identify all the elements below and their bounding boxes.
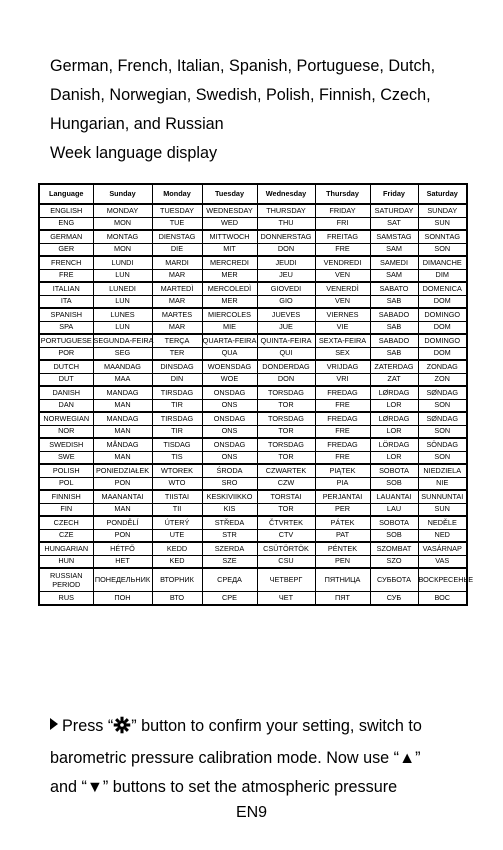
day-cell: DOM <box>418 295 467 308</box>
table-row <box>39 477 467 490</box>
table-row <box>39 516 467 529</box>
day-cell: СРЕДА <box>202 568 257 592</box>
instruction-text: Press “ <box>62 717 114 735</box>
table-row <box>39 334 467 347</box>
day-cell: WTOREK <box>152 464 202 477</box>
day-cell: LUNES <box>93 308 152 321</box>
day-cell: TII <box>152 503 202 516</box>
table-row <box>39 243 467 256</box>
intro-line: Week language display <box>50 144 218 162</box>
day-cell: MAN <box>93 425 152 438</box>
day-cell: NEDĚLE <box>418 516 467 529</box>
page-number: EN9 <box>235 804 268 821</box>
language-cell: FIN <box>39 503 93 516</box>
day-cell: LAU <box>370 503 418 516</box>
table-row <box>39 321 467 334</box>
day-cell: MARTES <box>152 308 202 321</box>
day-cell: TORSDAG <box>257 386 315 399</box>
table-row <box>39 412 467 425</box>
day-cell: MAN <box>93 399 152 412</box>
day-cell: SZE <box>202 555 257 568</box>
day-cell: ЧЕТВЕРГ <box>257 568 315 592</box>
day-cell: MARDI <box>152 256 202 269</box>
day-cell: KIS <box>202 503 257 516</box>
day-cell: LUN <box>93 321 152 334</box>
day-cell: ŚRODA <box>202 464 257 477</box>
day-cell: SON <box>418 243 467 256</box>
day-cell: ПОН <box>93 592 152 605</box>
language-cell: HUNGARIAN <box>39 542 93 555</box>
day-cell: MAN <box>93 503 152 516</box>
day-cell: MAN <box>93 451 152 464</box>
instruction-paragraph <box>50 712 480 802</box>
language-cell: NORWEGIAN <box>39 412 93 425</box>
day-cell: PER <box>315 503 370 516</box>
day-cell: DON <box>257 373 315 386</box>
day-cell: TUE <box>152 217 202 230</box>
day-cell: TISDAG <box>152 438 202 451</box>
language-cell: RUSSIAN PERIOD <box>39 568 93 592</box>
language-cell: FRENCH <box>39 256 93 269</box>
day-cell: SOBOTA <box>370 464 418 477</box>
table-row <box>39 204 467 217</box>
day-cell: DINSDAG <box>152 360 202 373</box>
day-cell: SAT <box>370 217 418 230</box>
day-cell: WEDNESDAY <box>202 204 257 217</box>
table-row <box>39 217 467 230</box>
intro-line: German, French, Italian, Spanish, Portuguese, Dutch, <box>50 57 436 75</box>
day-cell: ВТОРНИК <box>152 568 202 592</box>
day-cell: QUINTA-FEIRA <box>257 334 315 347</box>
language-cell: ITA <box>39 295 93 308</box>
table-row <box>39 451 467 464</box>
day-cell: DON <box>257 243 315 256</box>
language-cell: FRE <box>39 269 93 282</box>
day-cell: MANDAG <box>93 412 152 425</box>
day-cell: SAMEDI <box>370 256 418 269</box>
day-cell: MARTEDÌ <box>152 282 202 295</box>
day-cell: ВОС <box>418 592 467 605</box>
day-cell: FRI <box>315 217 370 230</box>
column-header: Monday <box>152 184 202 204</box>
table-row <box>39 592 467 605</box>
instruction-text: ” button to confirm your setting, switch to <box>131 717 422 735</box>
day-cell: LOR <box>370 399 418 412</box>
day-cell: STR <box>202 529 257 542</box>
day-cell: ПЯТ <box>315 592 370 605</box>
day-cell: MAR <box>152 295 202 308</box>
day-cell: TORSDAG <box>257 438 315 451</box>
day-cell: MERCREDI <box>202 256 257 269</box>
day-cell: СРЕ <box>202 592 257 605</box>
day-cell: MANDAG <box>93 386 152 399</box>
day-cell: TOR <box>257 399 315 412</box>
table-row <box>39 542 467 555</box>
column-header: Thursday <box>315 184 370 204</box>
language-cell: SWEDISH <box>39 438 93 451</box>
table-row <box>39 269 467 282</box>
table-header-row <box>39 184 467 204</box>
day-cell: LOR <box>370 451 418 464</box>
table-row <box>39 399 467 412</box>
day-cell: FREITAG <box>315 230 370 243</box>
day-cell: TIRSDAG <box>152 412 202 425</box>
day-cell: PONDĚLÍ <box>93 516 152 529</box>
table-row <box>39 282 467 295</box>
day-cell: MAANANTAI <box>93 490 152 503</box>
day-cell: PIA <box>315 477 370 490</box>
day-cell: MON <box>93 217 152 230</box>
day-cell: TOR <box>257 451 315 464</box>
day-cell: GIO <box>257 295 315 308</box>
day-cell: DIE <box>152 243 202 256</box>
day-cell: PEN <box>315 555 370 568</box>
day-cell: VEN <box>315 269 370 282</box>
day-cell: DOMINGO <box>418 334 467 347</box>
day-cell: СУБ <box>370 592 418 605</box>
intro-line: Danish, Norwegian, Swedish, Polish, Finnish, Czech, <box>50 86 431 104</box>
day-cell: MERCOLEDÌ <box>202 282 257 295</box>
day-cell: TIRSDAG <box>152 386 202 399</box>
day-cell: DONNERSTAG <box>257 230 315 243</box>
day-cell: KESKIVIIKKO <box>202 490 257 503</box>
table-body <box>39 204 474 605</box>
day-cell: SZO <box>370 555 418 568</box>
day-cell: GIOVEDI <box>257 282 315 295</box>
day-cell: VASÁRNAP <box>418 542 467 555</box>
day-cell: MITTWOCH <box>202 230 257 243</box>
day-cell: LOR <box>370 425 418 438</box>
day-cell: MER <box>202 269 257 282</box>
day-cell: MONTAG <box>93 230 152 243</box>
day-cell: SABATO <box>370 282 418 295</box>
day-cell: ПОНЕДЕЛЬНИК <box>93 568 152 592</box>
day-cell: SATURDAY <box>370 204 418 217</box>
language-cell: SPANISH <box>39 308 93 321</box>
language-cell: ENGLISH <box>39 204 93 217</box>
day-cell: FREDAG <box>315 438 370 451</box>
day-cell: ONSDAG <box>202 438 257 451</box>
day-cell: TIR <box>152 399 202 412</box>
day-cell: MONDAY <box>93 204 152 217</box>
table-row <box>39 438 467 451</box>
column-header: Language <box>39 184 93 204</box>
day-cell: THU <box>257 217 315 230</box>
language-cell: ITALIAN <box>39 282 93 295</box>
day-cell: JUEVES <box>257 308 315 321</box>
day-cell: ONS <box>202 451 257 464</box>
day-cell: SON <box>418 425 467 438</box>
day-cell: FREDAG <box>315 412 370 425</box>
day-cell: TOR <box>257 503 315 516</box>
table-row <box>39 464 467 477</box>
day-cell: FRE <box>315 451 370 464</box>
day-cell: CZW <box>257 477 315 490</box>
day-cell: PIĄTEK <box>315 464 370 477</box>
instruction-line <box>50 712 480 744</box>
day-cell: SUNNUNTAI <box>418 490 467 503</box>
day-cell: FRE <box>315 399 370 412</box>
table-row <box>39 529 467 542</box>
day-cell: ZATERDAG <box>370 360 418 373</box>
day-cell: NIE <box>418 477 467 490</box>
day-cell: TIISTAI <box>152 490 202 503</box>
day-cell: THURSDAY <box>257 204 315 217</box>
day-cell: SEGUNDA-FEIRA <box>93 334 152 347</box>
day-cell: SUNDAY <box>418 204 467 217</box>
day-cell: LÖRDAG <box>370 438 418 451</box>
day-cell: MIERCOLES <box>202 308 257 321</box>
table-row <box>39 230 467 243</box>
column-header: Friday <box>370 184 418 204</box>
language-cell: RUS <box>39 592 93 605</box>
day-cell: QUA <box>202 347 257 360</box>
day-cell: VEN <box>315 295 370 308</box>
day-cell: TERÇA <box>152 334 202 347</box>
table-row <box>39 256 467 269</box>
language-cell: CZE <box>39 529 93 542</box>
day-cell: SRO <box>202 477 257 490</box>
day-cell: SEX <box>315 347 370 360</box>
day-cell: PON <box>93 529 152 542</box>
day-cell: MER <box>202 295 257 308</box>
day-cell: SONNTAG <box>418 230 467 243</box>
day-cell: MÅNDAG <box>93 438 152 451</box>
day-cell: ЧЕТ <box>257 592 315 605</box>
day-cell: DOM <box>418 321 467 334</box>
day-cell: PÉNTEK <box>315 542 370 555</box>
intro-paragraph <box>50 52 470 168</box>
language-cell: CZECH <box>39 516 93 529</box>
day-cell: HET <box>93 555 152 568</box>
day-cell: SØNDAG <box>418 386 467 399</box>
language-cell: DUT <box>39 373 93 386</box>
day-cell: CTV <box>257 529 315 542</box>
day-cell: SAB <box>370 321 418 334</box>
day-cell: TER <box>152 347 202 360</box>
table-row <box>39 555 467 568</box>
table-row <box>39 490 467 503</box>
day-cell: ВОСКРЕСЕНЬЕ <box>418 568 467 592</box>
day-cell: MON <box>93 243 152 256</box>
day-cell: SZERDA <box>202 542 257 555</box>
table-row <box>39 308 467 321</box>
day-cell: SON <box>418 399 467 412</box>
day-cell: LUNEDI <box>93 282 152 295</box>
day-cell: SEXTA-FEIRA <box>315 334 370 347</box>
day-cell: VIE <box>315 321 370 334</box>
day-cell: PERJANTAI <box>315 490 370 503</box>
day-cell: WTO <box>152 477 202 490</box>
day-cell: SUN <box>418 217 467 230</box>
day-cell: SOB <box>370 529 418 542</box>
day-cell: FRE <box>315 425 370 438</box>
day-cell: MIE <box>202 321 257 334</box>
column-header: Tuesday <box>202 184 257 204</box>
day-cell: ÚTERÝ <box>152 516 202 529</box>
language-cell: DAN <box>39 399 93 412</box>
table-row <box>39 503 467 516</box>
day-cell: PÁTEK <box>315 516 370 529</box>
day-cell: VENERDÌ <box>315 282 370 295</box>
day-cell: TIR <box>152 425 202 438</box>
day-cell: WOENSDAG <box>202 360 257 373</box>
gear-icon <box>113 715 131 744</box>
day-cell: CZWARTEK <box>257 464 315 477</box>
day-cell: ZAT <box>370 373 418 386</box>
day-cell: ONS <box>202 425 257 438</box>
intro-line: Hungarian, and Russian <box>50 115 224 133</box>
week-language-table <box>38 183 474 606</box>
language-cell: ENG <box>39 217 93 230</box>
day-cell: NIEDZIELA <box>418 464 467 477</box>
instruction-line: and “▼” buttons to set the atmospheric pressure <box>50 778 398 796</box>
day-cell: MIT <box>202 243 257 256</box>
language-cell: POL <box>39 477 93 490</box>
day-cell: STŘEDA <box>202 516 257 529</box>
day-cell: SON <box>418 451 467 464</box>
day-cell: SAM <box>370 269 418 282</box>
column-header: Wednesday <box>257 184 315 204</box>
day-cell: PON <box>93 477 152 490</box>
language-cell: DUTCH <box>39 360 93 373</box>
day-cell: CSÜTÖRTÖK <box>257 542 315 555</box>
day-cell: JUE <box>257 321 315 334</box>
day-cell: NED <box>418 529 467 542</box>
day-cell: DIM <box>418 269 467 282</box>
day-cell: SÖNDAG <box>418 438 467 451</box>
language-cell: PORTUGUESE <box>39 334 93 347</box>
table-row <box>39 295 467 308</box>
column-header: Sunday <box>93 184 152 204</box>
day-cell: ONSDAG <box>202 386 257 399</box>
day-cell: ČTVRTEK <box>257 516 315 529</box>
day-cell: TUESDAY <box>152 204 202 217</box>
language-cell: SPA <box>39 321 93 334</box>
day-cell: MAR <box>152 321 202 334</box>
day-cell: ONSDAG <box>202 412 257 425</box>
day-cell: PONIEDZIAŁEK <box>93 464 152 477</box>
day-cell: TORSTAI <box>257 490 315 503</box>
day-cell: VIERNES <box>315 308 370 321</box>
day-cell: SØNDAG <box>418 412 467 425</box>
day-cell: DIENSTAG <box>152 230 202 243</box>
day-cell: SUN <box>418 503 467 516</box>
day-cell: KEDD <box>152 542 202 555</box>
day-cell: DOMINGO <box>418 308 467 321</box>
day-cell: SEG <box>93 347 152 360</box>
day-cell: VENDREDI <box>315 256 370 269</box>
day-cell: СУББОТА <box>370 568 418 592</box>
table-row <box>39 347 467 360</box>
day-cell: LAUANTAI <box>370 490 418 503</box>
table-row <box>39 386 467 399</box>
day-cell: JEU <box>257 269 315 282</box>
day-cell: ZONDAG <box>418 360 467 373</box>
table-row <box>39 568 467 592</box>
day-cell: DIN <box>152 373 202 386</box>
day-cell: VRIJDAG <box>315 360 370 373</box>
day-cell: SABADO <box>370 308 418 321</box>
day-cell: SAB <box>370 347 418 360</box>
language-cell: DANISH <box>39 386 93 399</box>
day-cell: QUI <box>257 347 315 360</box>
language-cell: GER <box>39 243 93 256</box>
table-row <box>39 373 467 386</box>
day-cell: LØRDAG <box>370 412 418 425</box>
day-cell: ПЯТНИЦА <box>315 568 370 592</box>
table-row <box>39 360 467 373</box>
language-cell: NOR <box>39 425 93 438</box>
day-cell: SABADO <box>370 334 418 347</box>
language-cell: SWE <box>39 451 93 464</box>
day-cell: DONDERDAG <box>257 360 315 373</box>
day-cell: LUN <box>93 269 152 282</box>
day-cell: HÉTFŐ <box>93 542 152 555</box>
column-header: Saturday <box>418 184 467 204</box>
day-cell: LUN <box>93 295 152 308</box>
day-cell: DIMANCHE <box>418 256 467 269</box>
day-cell: SAMSTAG <box>370 230 418 243</box>
day-cell: MAR <box>152 269 202 282</box>
day-cell: TIS <box>152 451 202 464</box>
day-cell: VRI <box>315 373 370 386</box>
day-cell: ZON <box>418 373 467 386</box>
day-cell: SAM <box>370 243 418 256</box>
instruction-line: barometric pressure calibration mode. Now use “▲” <box>50 749 421 767</box>
language-cell: POLISH <box>39 464 93 477</box>
day-cell: LØRDAG <box>370 386 418 399</box>
day-cell: CSU <box>257 555 315 568</box>
table-row <box>39 425 467 438</box>
day-cell: KED <box>152 555 202 568</box>
bullet-arrow-icon <box>50 718 58 730</box>
day-cell: WED <box>202 217 257 230</box>
day-cell: ВТО <box>152 592 202 605</box>
day-cell: FREDAG <box>315 386 370 399</box>
day-cell: UTE <box>152 529 202 542</box>
day-cell: SOBOTA <box>370 516 418 529</box>
day-cell: QUARTA-FEIRA <box>202 334 257 347</box>
day-cell: LUNDI <box>93 256 152 269</box>
day-cell: DOM <box>418 347 467 360</box>
language-cell: HUN <box>39 555 93 568</box>
day-cell: WOE <box>202 373 257 386</box>
day-cell: FRIDAY <box>315 204 370 217</box>
day-cell: TOR <box>257 425 315 438</box>
day-cell: TORSDAG <box>257 412 315 425</box>
day-cell: MAA <box>93 373 152 386</box>
day-cell: SAB <box>370 295 418 308</box>
language-cell: GERMAN <box>39 230 93 243</box>
day-cell: FRE <box>315 243 370 256</box>
day-cell: JEUDI <box>257 256 315 269</box>
language-cell: FINNISH <box>39 490 93 503</box>
day-cell: MAANDAG <box>93 360 152 373</box>
day-cell: VAS <box>418 555 467 568</box>
language-cell: POR <box>39 347 93 360</box>
day-cell: ONS <box>202 399 257 412</box>
day-cell: SOB <box>370 477 418 490</box>
day-cell: DOMENICA <box>418 282 467 295</box>
day-cell: SZOMBAT <box>370 542 418 555</box>
day-cell: PAT <box>315 529 370 542</box>
